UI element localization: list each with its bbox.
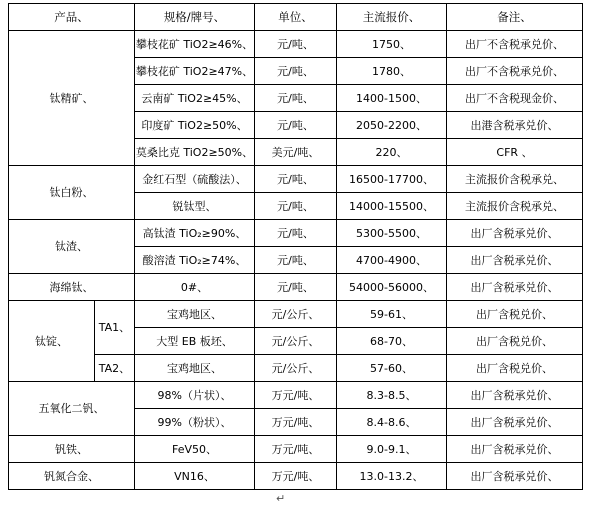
cell-unit: 美元/吨、: [255, 139, 337, 166]
cell-remark: 出厂含税承兑价、: [447, 463, 583, 490]
cell-spec: VN16、: [135, 463, 255, 490]
cell-price: 57-60、: [337, 355, 447, 382]
table-header-row: [9, 4, 583, 31]
cell-remark: 出厂含税兑价、: [447, 355, 583, 382]
price-table-document: [0, 3, 600, 514]
cell-spec: 高钛渣 TiO₂≥90%、: [135, 220, 255, 247]
cell-price: 4700-4900、: [337, 247, 447, 274]
cell-unit: 元/吨、: [255, 58, 337, 85]
column-header-unit: 单位、: [255, 4, 337, 31]
table-row: [9, 355, 583, 382]
cell-product: 钛锭、: [9, 301, 95, 382]
cell-price: 16500-17700、: [337, 166, 447, 193]
cell-remark: 主流报价含税承兑、: [447, 166, 583, 193]
cell-price: 14000-15500、: [337, 193, 447, 220]
table-row: [9, 220, 583, 247]
cell-unit: 元/公斤、: [255, 301, 337, 328]
cell-price: 68-70、: [337, 328, 447, 355]
cell-spec: 攀枝花矿 TiO2≥47%、: [135, 58, 255, 85]
cell-product: 海绵钛、: [9, 274, 135, 301]
table-row: [9, 274, 583, 301]
cell-product: 钛渣、: [9, 220, 135, 274]
cell-price: 9.0-9.1、: [337, 436, 447, 463]
cell-remark: 出厂含税兑价、: [447, 301, 583, 328]
cell-spec: 0#、: [135, 274, 255, 301]
cell-unit: 万元/吨、: [255, 409, 337, 436]
table-row: [9, 301, 583, 328]
cell-price: 2050-2200、: [337, 112, 447, 139]
cell-unit: 元/吨、: [255, 166, 337, 193]
cell-unit: 万元/吨、: [255, 382, 337, 409]
cell-spec: 宝鸡地区、: [135, 355, 255, 382]
cell-remark: CFR 、: [447, 139, 583, 166]
cell-spec: 酸溶渣 TiO₂≥74%、: [135, 247, 255, 274]
cell-remark: 出厂含税承兑价、: [447, 220, 583, 247]
cell-price: 8.4-8.6、: [337, 409, 447, 436]
table-row: [9, 31, 583, 58]
titanium-vanadium-price-table: [8, 3, 583, 490]
cell-price: 5300-5500、: [337, 220, 447, 247]
cell-remark: 出港含税承兑价、: [447, 112, 583, 139]
column-header-product: 产品、: [9, 4, 135, 31]
cell-remark: 出厂含税兑价、: [447, 328, 583, 355]
table-row: [9, 166, 583, 193]
cell-price: 220、: [337, 139, 447, 166]
cell-unit: 元/公斤、: [255, 328, 337, 355]
cell-spec: 莫桑比克 TiO2≥50%、: [135, 139, 255, 166]
column-header-remark: 备注、: [447, 4, 583, 31]
cell-unit: 元/吨、: [255, 274, 337, 301]
paragraph-mark: ↵: [276, 492, 286, 505]
table-body: [9, 4, 583, 490]
cell-spec: 98%（片状）、: [135, 382, 255, 409]
cell-remark: 出厂含税承兑价、: [447, 382, 583, 409]
cell-spec: FeV50、: [135, 436, 255, 463]
table-row: [9, 382, 583, 409]
cell-spec: 印度矿 TiO2≥50%、: [135, 112, 255, 139]
cell-spec: 99%（粉状）、: [135, 409, 255, 436]
cell-product: 五氧化二钒、: [9, 382, 135, 436]
cell-remark: 出厂含税承兑价、: [447, 247, 583, 274]
cell-product: 钒铁、: [9, 436, 135, 463]
cell-unit: 万元/吨、: [255, 463, 337, 490]
cell-unit: 元/吨、: [255, 85, 337, 112]
cell-unit: 元/吨、: [255, 193, 337, 220]
cell-remark: 主流报价含税承兑、: [447, 193, 583, 220]
cell-price: 1780、: [337, 58, 447, 85]
cell-remark: 出厂不含税现金价、: [447, 85, 583, 112]
cell-price: 1400-1500、: [337, 85, 447, 112]
cell-spec: 金红石型（硫酸法）、: [135, 166, 255, 193]
cell-spec: 锐钛型、: [135, 193, 255, 220]
cell-spec: 攀枝花矿 TiO2≥46%、: [135, 31, 255, 58]
cell-grade: TA1、: [95, 301, 135, 355]
cell-price: 59-61、: [337, 301, 447, 328]
cell-price: 13.0-13.2、: [337, 463, 447, 490]
cell-unit: 万元/吨、: [255, 436, 337, 463]
cell-unit: 元/吨、: [255, 220, 337, 247]
cell-product: 钛精矿、: [9, 31, 135, 166]
column-header-price: 主流报价、: [337, 4, 447, 31]
table-row: [9, 436, 583, 463]
cell-remark: 出厂不含税承兑价、: [447, 58, 583, 85]
cell-price: 8.3-8.5、: [337, 382, 447, 409]
cell-grade: TA2、: [95, 355, 135, 382]
cell-product: 钛白粉、: [9, 166, 135, 220]
cell-spec: 宝鸡地区、: [135, 301, 255, 328]
cell-spec: 大型 EB 板坯、: [135, 328, 255, 355]
cell-unit: 元/公斤、: [255, 355, 337, 382]
table-row: [9, 463, 583, 490]
cell-unit: 元/吨、: [255, 112, 337, 139]
cell-product: 钒氮合金、: [9, 463, 135, 490]
cell-price: 54000-56000、: [337, 274, 447, 301]
cell-remark: 出厂含税承兑价、: [447, 436, 583, 463]
cell-spec: 云南矿 TiO2≥45%、: [135, 85, 255, 112]
column-header-spec: 规格/牌号、: [135, 4, 255, 31]
cell-remark: 出厂含税承兑价、: [447, 274, 583, 301]
cell-remark: 出厂含税承兑价、: [447, 409, 583, 436]
cell-unit: 元/吨、: [255, 31, 337, 58]
cell-price: 1750、: [337, 31, 447, 58]
cell-unit: 元/吨、: [255, 247, 337, 274]
cell-remark: 出厂不含税承兑价、: [447, 31, 583, 58]
